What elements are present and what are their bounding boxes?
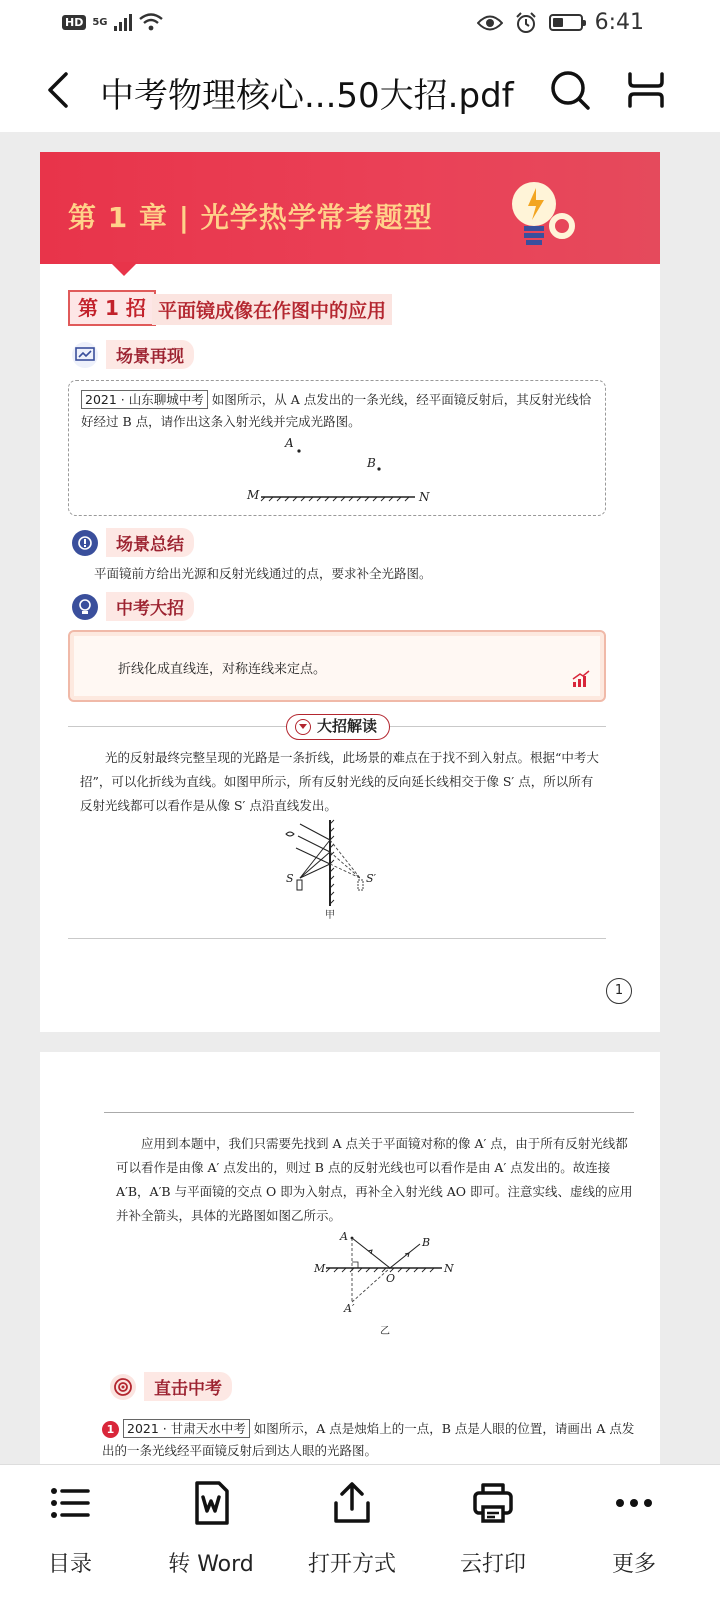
battery-icon [549, 14, 583, 31]
toolbar-contents-label: 目录 [47, 1552, 92, 1577]
banner-notch [110, 262, 138, 276]
fig-label-b: B [367, 456, 376, 470]
problem-box [68, 380, 606, 516]
trend-up-icon [572, 670, 590, 688]
fig-caption-yi: 乙 [380, 1326, 390, 1337]
fig2-label-n: N [444, 1262, 454, 1275]
wifi-icon [138, 12, 164, 32]
status-right [477, 10, 644, 35]
eye-comfort-icon [477, 14, 503, 32]
fig2-label-b: B [422, 1236, 431, 1249]
toolbar-cloud-print[interactable] [433, 1479, 553, 1578]
tip-bulb-icon [72, 594, 98, 620]
problem-source-tag: 2021 · 山东聊城中考 [81, 390, 208, 409]
summary-icon [72, 530, 98, 556]
fig-label-n: N [419, 490, 430, 504]
figure-jia [280, 816, 390, 920]
tip-heading [72, 592, 194, 621]
question-text: 如图所示，A 点是烛焰上的一点，B 点是人眼的位置，请画出 A 点发出的一条光线经平面镜反射后到达人眼的光路图。 [102, 1421, 635, 1458]
bottom-toolbar [0, 1464, 720, 1600]
fig-label-s: S [286, 872, 294, 885]
toolbar-to-word[interactable] [151, 1479, 271, 1578]
chapter-title: 第 1 章 | 光学热学常考题型 [68, 201, 433, 234]
tip-text: 折线化成直线连，对称连线来定点。 [118, 662, 327, 677]
network-type: 5G [92, 16, 108, 28]
move-tag: 第 1 招 [68, 290, 156, 326]
target-icon [110, 1374, 136, 1400]
fig-caption-jia: 甲 [325, 910, 335, 920]
toolbar-contents[interactable] [10, 1479, 130, 1578]
interp-text: 光的反射最终完整呈现的光路是一条折线，此场景的难点在于找不到入射点。根据“中考大招”，可以化折线为直线。如图甲所示，所有反射光线的反向延长线相交于像 S′ 点，所以所有反射光线都可以看作是从像 S′ 点沿直线发出。 [80, 750, 599, 813]
question-number: 1 [102, 1421, 119, 1438]
scene-heading-label: 场景再现 [106, 340, 194, 369]
share-icon [328, 1479, 376, 1527]
chapter-banner [40, 152, 660, 264]
back-button[interactable] [38, 68, 82, 112]
fig-label-s-prime: S′ [366, 872, 377, 885]
figure-yi [310, 1230, 460, 1342]
bottom-divider [68, 938, 606, 939]
clock: 6:41 [594, 10, 644, 35]
list-icon [46, 1479, 94, 1527]
more-icon [610, 1479, 658, 1527]
pdf-page-2[interactable] [40, 1052, 660, 1464]
toolbar-more-label: 更多 [611, 1552, 656, 1577]
printer-icon [469, 1479, 517, 1527]
exam-section-label: 直击中考 [144, 1372, 232, 1401]
search-button[interactable] [548, 68, 592, 112]
signal-icon [114, 13, 132, 31]
page2-body-text: 应用到本题中，我们只需要先找到 A 点关于平面镜对称的像 A′ 点，由于所有反射光线都可以看作是由像 A′ 点发出的，则过 B 点的反射光线也可以看作是由 A′ 点发出的。故连接 A′B，A′B 与平面镜的交点 O 即为入射点，再补全入射光线 AO 即可。注意实线、虚线的应用并补全箭头，具体的光路图如图乙所示。 [116, 1136, 633, 1223]
problem-figure [239, 435, 439, 505]
lightbulb-icon [506, 174, 576, 254]
title-bar [0, 50, 720, 132]
move-title: 平面镜成像在作图中的应用 [152, 294, 392, 325]
pdf-page-1[interactable] [40, 152, 660, 1032]
toolbar-more[interactable] [574, 1479, 694, 1578]
fit-width-button[interactable] [624, 68, 668, 112]
summary-heading-label: 场景总结 [106, 528, 194, 557]
tip-box [68, 630, 606, 702]
document-title: 中考物理核心...50大招.pdf [100, 76, 514, 116]
fig2-label-a: A [340, 1230, 348, 1243]
interp-label: 大招解读 [286, 714, 390, 740]
word-icon [187, 1479, 235, 1527]
exam-section-heading [110, 1372, 232, 1401]
fig2-label-o: O [386, 1272, 396, 1285]
page-number: 1 [606, 978, 632, 1004]
hd-badge: HD [62, 15, 86, 30]
page2-top-rule [104, 1112, 634, 1113]
scene-icon [72, 342, 98, 368]
fig-label-a: A [285, 436, 294, 450]
question-1 [102, 1418, 642, 1462]
summary-text: 平面镜前方给出光源和反射光线通过的点，要求补全光路图。 [94, 566, 432, 581]
fig2-label-m: M [314, 1262, 326, 1275]
question-source-tag: 2021 · 甘肃天水中考 [123, 1419, 250, 1438]
problem-body: 如图所示，从 A 点发出的一条光线，经平面镜反射后，其反射光线恰好经过 B 点，请作出这条入射光线并完成光路图。 [81, 392, 592, 429]
toolbar-open-with-label: 打开方式 [307, 1552, 396, 1577]
fig2-label-a-prime: A′ [344, 1302, 355, 1315]
alarm-icon [515, 12, 537, 34]
summary-heading [72, 528, 194, 557]
fig-label-m: M [247, 488, 260, 502]
scene-heading [72, 340, 194, 369]
toolbar-to-word-label: 转 Word [168, 1552, 254, 1577]
problem-text [81, 389, 593, 433]
toolbar-open-with[interactable] [292, 1479, 412, 1578]
toolbar-cloud-print-label: 云打印 [459, 1552, 526, 1577]
network-indicators [62, 12, 164, 32]
status-bar [0, 0, 720, 50]
tip-heading-label: 中考大招 [106, 592, 194, 621]
